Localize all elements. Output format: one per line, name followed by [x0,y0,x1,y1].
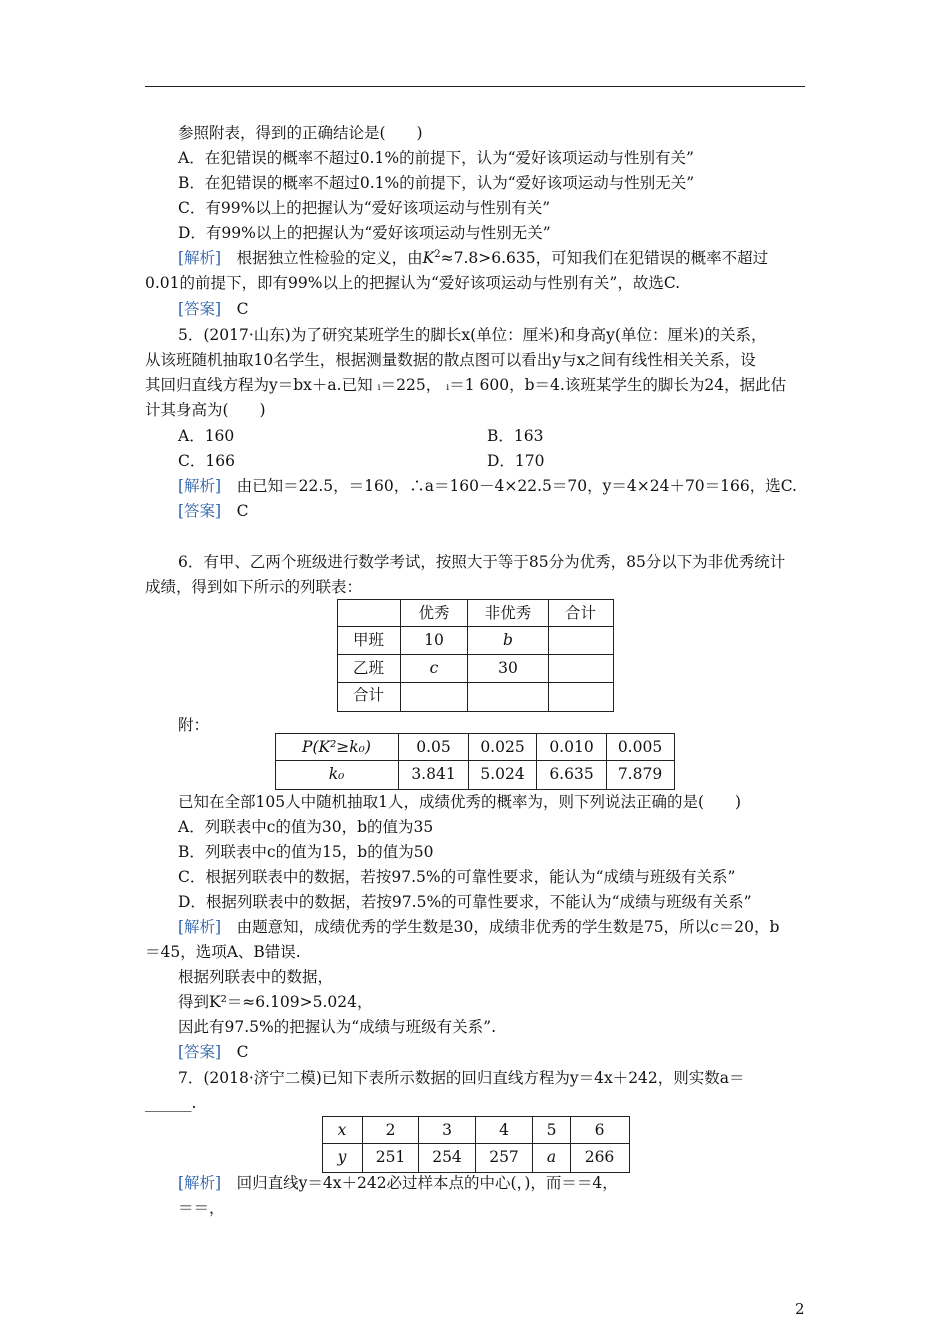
q5-line2: 从该班随机抽取10名学生，根据测量数据的散点图可以看出y与x之间有线性相关关系，设 [145,351,756,369]
table-row-label: 合计 [352,686,384,704]
q5-line4: 计其身高为( ) [145,401,266,419]
header-rule [145,86,805,87]
table-row-label: 乙班 [352,659,384,677]
q6-stem: 已知在全部105人中随机抽取1人，成绩优秀的概率为，则下列说法正确的是( ) [178,793,742,811]
q5-option-a: A．160 [178,427,235,445]
table-cell: 266 [584,1148,615,1166]
table-cell: c [429,659,439,677]
analysis-label: [解析] [178,477,222,495]
analysis-label: [解析] [178,249,222,267]
q6-analysis-line2: ＝45，选项A、B错误. [145,943,301,961]
q5-line3: 其回归直线方程为y＝bx＋a.已知 ᵢ＝225， ᵢ＝1 600，b＝4.该班某学生的脚长为24，据此估 [145,376,787,394]
table-y-label: y [337,1148,347,1166]
q6-option-c: C．根据列联表中的数据，若按97.5%的可靠性要求，能认为“成绩与班级有关系” [178,868,736,886]
q4-stem: 参照附表，得到的正确结论是( ) [178,124,423,142]
table-header-not-excellent: 非优秀 [484,604,532,622]
analysis-label: [解析] [178,1174,222,1192]
table-cell: 254 [432,1148,462,1166]
table-header-excellent: 优秀 [418,604,450,622]
q6-answer: [答案] C [178,1043,249,1061]
q6-line2: 成绩，得到如下所示的列联表： [145,578,363,596]
ptable-cell: 0.010 [549,738,594,756]
q4-option-d: D．有99%以上的把握认为“爱好该项运动与性别无关” [178,224,551,242]
q5-line1: 5．(2017·山东)为了研究某班学生的脚长x(单位：厘米)和身高y(单位：厘米)的关系， [178,326,767,344]
q7-analysis-line2: ＝＝， [178,1199,225,1217]
q6-option-b: B．列联表中c的值为15，b的值为50 [178,843,434,861]
q5-option-b: B．163 [487,427,544,445]
q6-option-a: A．列联表中c的值为30，b的值为35 [178,818,434,836]
q4-answer: [答案] C [178,300,249,318]
ptable-row1-label: P(K²≥k₀) [302,738,371,756]
answer-label: [答案] [178,1043,222,1061]
ptable-cell: 0.05 [416,738,451,756]
q6-analysis-line3: 根据列联表中的数据， [178,968,334,986]
q6-analysis-line5: 因此有97.5%的把握认为“成绩与班级有关系”. [178,1018,497,1036]
table-cell: 4 [499,1121,509,1139]
q6-appendix: 附： [178,716,210,734]
ptable-cell: 3.841 [411,765,456,783]
table-cell: 30 [498,659,518,677]
q6-analysis-line4: 得到K²＝≈6.109>5.024， [178,993,373,1011]
q4-option-a: A．在犯错误的概率不超过0.1%的前提下，认为“爱好该项运动与性别有关” [178,149,694,167]
ptable-cell: 5.024 [480,765,525,783]
q6-option-d: D．根据列联表中的数据，若按97.5%的可靠性要求，不能认为“成绩与班级有关系” [178,893,752,911]
ptable-row2-label: k₀ [328,765,345,783]
table-cell: a [546,1148,557,1166]
table-cell: 5 [546,1121,557,1139]
page-number: 2 [795,1300,805,1318]
ptable-cell: 6.635 [549,765,594,783]
answer-label: [答案] [178,300,222,318]
table-x-label: x [337,1121,347,1139]
q7-analysis-line1: [解析] 回归直线y＝4x＋242必过样本点的中心(，)，而＝＝4， [178,1174,618,1192]
ptable-cell: 0.005 [617,738,663,756]
q6-line1: 6．有甲、乙两个班级进行数学考试，按照大于等于85分为优秀，85分以下为非优秀统计 [178,553,786,571]
table-cell: 3 [442,1121,452,1139]
ptable-cell: 7.879 [617,765,663,783]
table-cell: b [503,631,513,649]
table-cell: 2 [385,1121,396,1139]
answer-label: [答案] [178,502,222,520]
table-cell: 251 [375,1148,406,1166]
table-cell: 6 [594,1121,605,1139]
q7-line1: 7．(2018·济宁二模)已知下表所示数据的回归直线方程为y＝4x＋242，则实数a＝ [178,1069,745,1087]
table-row-label: 甲班 [352,631,384,649]
ptable-cell: 0.025 [480,738,525,756]
q6-analysis-line1: [解析] 由题意知，成绩优秀的学生数是30，成绩非优秀的学生数是75，所以c＝20，b [178,918,780,936]
q7-line2: ______. [145,1094,197,1112]
table-cell: 257 [489,1148,519,1166]
q4-analysis-line1: [解析] 根据独立性检验的定义，由$K^2\approx 7.8>6.635$，可知我们在犯错误的概率不超过 [178,248,769,267]
q4-analysis-line2: 0.01的前提下，即有99%以上的把握认为“爱好该项运动与性别有关”，故选C. [145,274,681,292]
table-cell: 10 [424,631,444,649]
q5-option-c: C．166 [178,452,235,470]
q5-answer: [答案] C [178,502,249,520]
q4-option-c: C．有99%以上的把握认为“爱好该项运动与性别有关” [178,199,551,217]
analysis-label: [解析] [178,918,222,936]
q5-option-d: D．170 [487,452,545,470]
table-header-total: 合计 [564,604,596,622]
q5-analysis: [解析] 由已知＝22.5，＝160，∴a＝160－4×22.5＝70，y＝4×24＋70＝166，选C. [178,477,797,495]
q4-option-b: B．在犯错误的概率不超过0.1%的前提下，认为“爱好该项运动与性别无关” [178,174,695,192]
